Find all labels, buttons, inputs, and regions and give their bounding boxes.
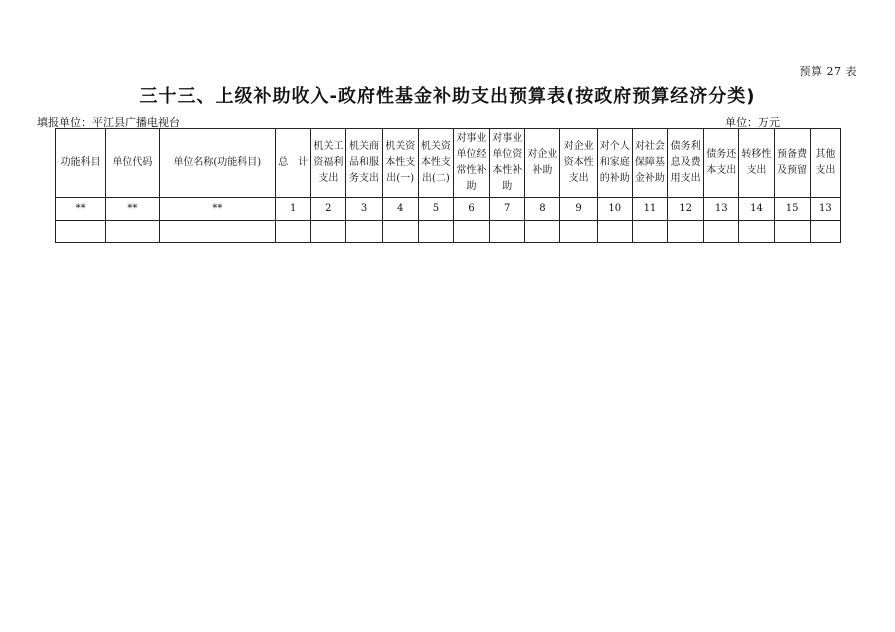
code-cell: 8 — [525, 198, 560, 221]
data-cell — [159, 221, 276, 243]
column-header — [632, 129, 667, 198]
column-header — [106, 129, 159, 198]
page-label: 预算 27 表 — [799, 65, 857, 78]
column-header-label: 机关资本性支出(一) — [385, 141, 416, 184]
currency-unit: 单位：万元 — [725, 116, 780, 129]
column-header-label: 机关工资福利支出 — [313, 141, 344, 184]
code-cell: 3 — [346, 198, 382, 221]
data-cell — [597, 221, 632, 243]
column-header — [56, 129, 106, 198]
data-cell — [560, 221, 597, 243]
column-header — [490, 129, 525, 198]
data-cell — [632, 221, 667, 243]
column-header — [739, 129, 774, 198]
column-header — [774, 129, 810, 198]
code-cell: 4 — [382, 198, 418, 221]
column-header — [418, 129, 453, 198]
column-header-label: 对事业单位资本性补助 — [492, 133, 523, 192]
column-header-label: 单位名称(功能科目) — [173, 157, 262, 168]
code-cell: 5 — [418, 198, 453, 221]
column-header-label: 对个人和家庭的补助 — [599, 141, 630, 184]
column-header — [453, 129, 489, 198]
column-header-label: 预备费及预留 — [777, 149, 808, 176]
data-cell — [810, 221, 840, 243]
table-header-row — [56, 129, 841, 198]
column-header-label: 功能科目 — [60, 157, 101, 168]
data-cell — [346, 221, 382, 243]
data-cell — [525, 221, 560, 243]
code-cell: 11 — [632, 198, 667, 221]
data-cell — [56, 221, 106, 243]
column-header — [668, 129, 704, 198]
column-header — [597, 129, 632, 198]
column-header — [346, 129, 382, 198]
budget-table — [55, 128, 841, 243]
code-cell: 10 — [597, 198, 632, 221]
column-header-label: 机关商品和服务支出 — [349, 141, 380, 184]
column-header-label: 转移性支出 — [741, 149, 772, 176]
data-cell — [704, 221, 739, 243]
column-header — [276, 129, 311, 198]
code-cell: 12 — [668, 198, 704, 221]
data-cell — [490, 221, 525, 243]
column-header-label: 机关资本性支出(二) — [420, 141, 451, 184]
data-cell — [311, 221, 346, 243]
column-header-label: 总 计 — [278, 157, 309, 168]
column-header — [159, 129, 276, 198]
data-cell — [418, 221, 453, 243]
column-header — [382, 129, 418, 198]
code-cell: 13 — [704, 198, 739, 221]
column-header — [311, 129, 346, 198]
table-row-codes — [56, 198, 841, 221]
data-cell — [668, 221, 704, 243]
column-header-label: 对社会保障基金补助 — [634, 141, 665, 184]
code-cell: 15 — [774, 198, 810, 221]
code-cell: 13 — [810, 198, 840, 221]
column-header-label: 单位代码 — [112, 157, 153, 168]
code-cell: ** — [159, 198, 276, 221]
column-header-label: 其他支出 — [815, 149, 836, 176]
code-cell: 9 — [560, 198, 597, 221]
column-header — [810, 129, 840, 198]
column-header — [560, 129, 597, 198]
column-header-label: 债务还本支出 — [706, 149, 737, 176]
data-cell — [774, 221, 810, 243]
data-cell — [276, 221, 311, 243]
data-cell — [106, 221, 159, 243]
data-cell — [739, 221, 774, 243]
code-cell: 6 — [453, 198, 489, 221]
data-cell — [382, 221, 418, 243]
code-cell: 14 — [739, 198, 774, 221]
filler-unit: 填报单位：平江县广播电视台 — [37, 116, 180, 129]
column-header-label: 对事业单位经常性补助 — [456, 133, 487, 192]
code-cell: 7 — [490, 198, 525, 221]
code-cell: 1 — [276, 198, 311, 221]
table-row-empty — [56, 221, 841, 243]
column-header-label: 对企业补助 — [527, 149, 558, 176]
column-header-label: 债务利息及费用支出 — [670, 141, 701, 184]
page-title: 三十三、上级补助收入-政府性基金补助支出预算表(按政府预算经济分类) — [139, 86, 756, 107]
column-header-label: 对企业资本性支出 — [563, 141, 594, 184]
code-cell: ** — [106, 198, 159, 221]
code-cell: 2 — [311, 198, 346, 221]
code-cell: ** — [56, 198, 106, 221]
column-header — [704, 129, 739, 198]
column-header — [525, 129, 560, 198]
data-cell — [453, 221, 489, 243]
